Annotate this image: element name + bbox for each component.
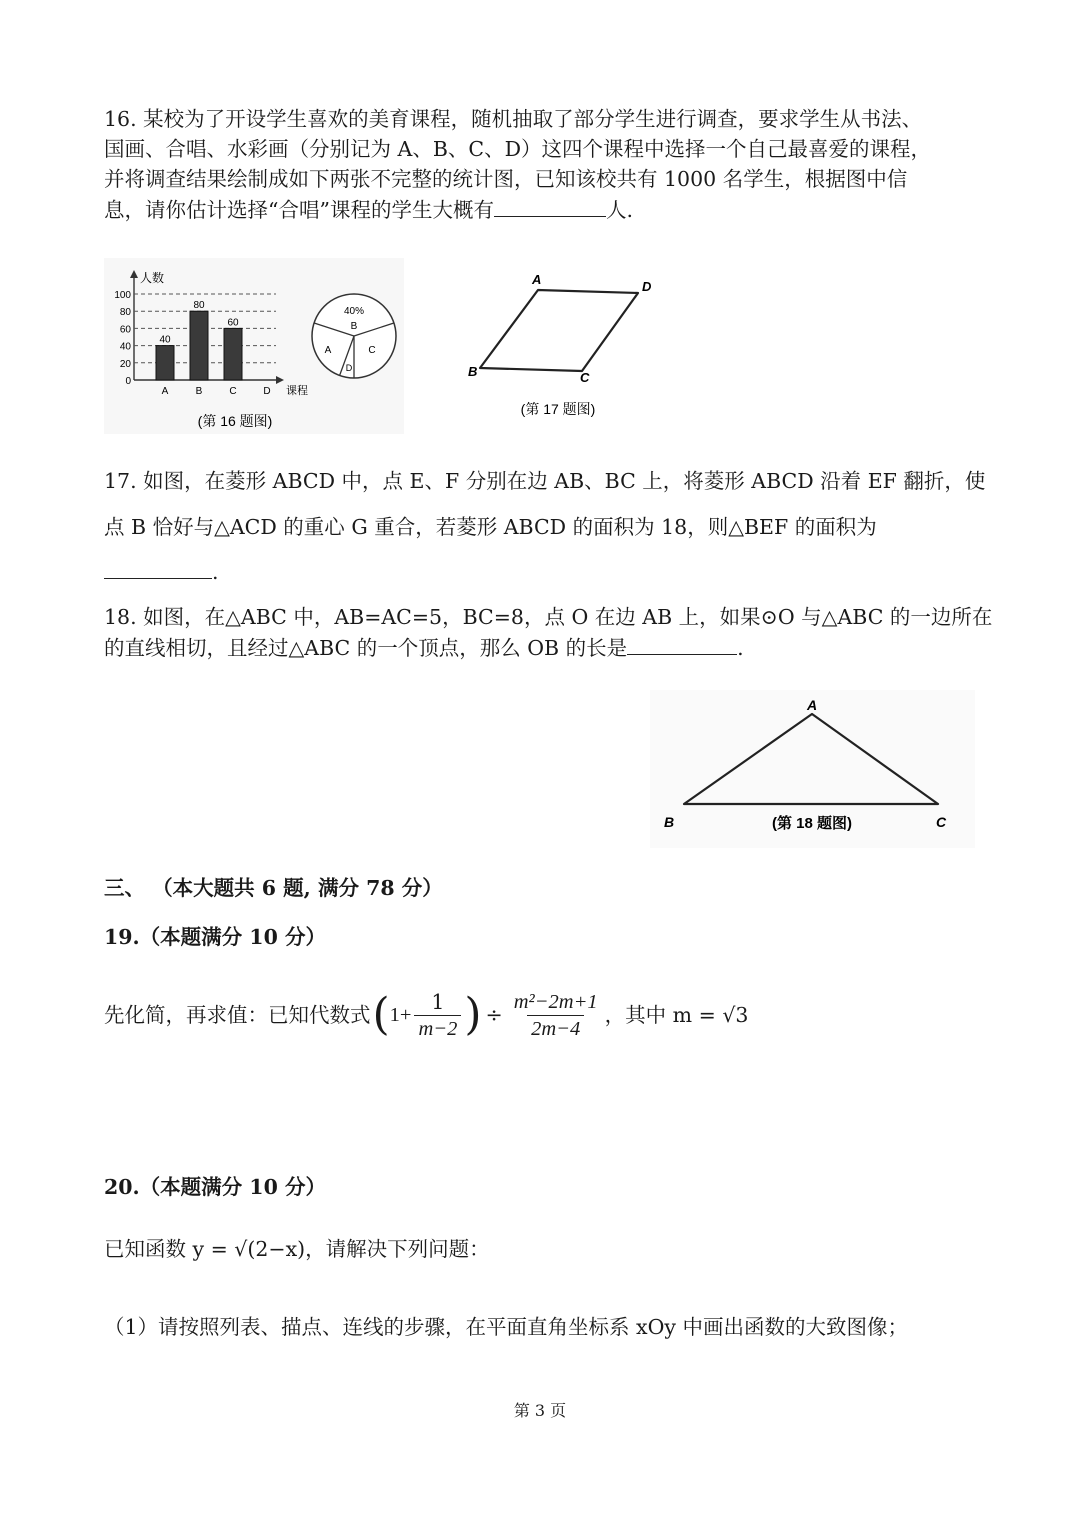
bar [190,311,208,380]
bar-value-label: 80 [193,300,205,312]
fig17-label-c: C [580,370,590,385]
q19-fraction-1 [414,989,461,1042]
fig17-label-b: B [468,364,478,379]
bar-y-tick-label: 80 [119,307,131,319]
q19-left-paren: ( [372,989,390,1040]
q19-div-sign: ÷ [485,1003,503,1027]
q19-prefix: 先化简，再求值：已知代数式 [104,1003,371,1027]
q16-line-4 [104,194,633,225]
fig17-label-a: A [532,272,542,287]
figure-16-svg [104,258,404,434]
q16-line-1: 16. 某校为了开设学生喜欢的美育课程，随机抽取了部分学生进行调查，要求学生从书法、 [104,107,923,131]
bar-marks [156,300,242,380]
q17-line-3-end: . [212,560,219,584]
bar [156,346,174,380]
fig18-label-a: A [807,697,818,713]
q16-line-4-text: 息，请你估计选择“合唱”课程的学生大概有 [104,198,494,222]
bar-y-tick-label: 60 [119,324,131,336]
q18-line-2-end: . [737,636,744,660]
q19-right-paren: ) [464,989,482,1040]
bar-y-axis-arrow [130,270,138,278]
q19-frac1-num: 1 [431,989,445,1014]
section-3-heading: 三、 （本大题共 6 题, 满分 78 分） [104,876,443,900]
bar-x-tick-label: C [229,386,237,397]
pie-chart [312,294,396,378]
figure-16 [104,258,404,434]
fig18-label-c: C [936,814,947,830]
q17-line-3 [104,556,219,587]
q19-fraction-2 [510,989,602,1042]
q18-line-2-text: 的直线相切，且经过△ABC 的一个顶点，那么 OB 的长是 [104,636,628,660]
figure-16-caption: (第 16 题图) [197,413,273,429]
figure-17-caption: (第 17 题图) [520,401,596,417]
triangle-abc [684,714,938,804]
bar-y-tick-label: 100 [114,290,131,301]
q19-suffix: ，其中 m = √3 [604,1003,749,1027]
fig18-label-b: B [664,814,675,830]
q20-heading: 20.（本题满分 10 分） [104,1175,326,1199]
q18-answer-blank[interactable] [627,632,737,655]
q18-line-1: 18. 如图，在△ABC 中，AB=AC=5，BC=8，点 O 在边 AB 上，如果⊙O 与△ABC 的一边所在 [104,605,993,629]
q19-frac1-den: m−2 [414,1015,461,1042]
bar-x-axis-arrow [276,376,284,384]
bar-value-label: 60 [227,317,239,329]
q19-frac2-num: m²−2m+1 [513,990,598,1013]
bar-y-tick-label: 40 [119,341,131,353]
bar [224,328,242,380]
q17-line-1: 17. 如图，在菱形 ABCD 中，点 E、F 分别在边 AB、BC 上，将菱形 ABCD 沿着 EF 翻折，使 [104,469,986,493]
q19-expression-line [104,984,748,1046]
fig17-label-d: D [642,279,652,294]
bar-x-tick-label: D [263,386,271,397]
bar-x-tick-label: A [161,386,169,397]
q19-frac2-den: 2m−4 [527,1015,584,1042]
figure-18 [650,690,975,848]
q16-line-2: 国画、合唱、水彩画（分别记为 A、B、C、D）这四个课程中选择一个自己最喜爱的课程， [104,137,932,161]
q19-one-plus: 1+ [389,1004,412,1026]
pie-b-label: B [350,321,358,332]
q16-answer-blank[interactable] [494,194,606,217]
page-number: 第 3 页 [513,1401,567,1420]
q19-heading: 19.（本题满分 10 分） [104,925,326,949]
q20-line-1: 已知函数 y = √(2−x)，请解决下列问题： [104,1237,490,1261]
q17-line-2: 点 B 恰好与△ACD 的重心 G 重合，若菱形 ABCD 的面积为 18，则△BEF 的面积为 [104,515,877,539]
rhombus-abcd [480,290,638,371]
q18-line-2 [104,632,744,663]
figure-18-caption: (第 18 题图) [771,815,853,832]
figure-18-svg [650,690,975,848]
figure-17-svg [460,262,700,428]
q17-answer-blank[interactable] [104,556,212,579]
bar-value-label: 40 [159,334,171,346]
figure-17 [460,262,700,428]
bar-y-axis-label: 人数 [140,271,165,285]
bar-y-tick-label: 20 [119,358,131,370]
q16-line-4-end: 人. [605,198,633,222]
bar-x-axis-label: 课程 [286,385,308,397]
pie-b-percent: 40% [343,306,365,317]
pie-a-label: A [324,345,332,356]
bar-y-tick-label: 0 [125,376,131,387]
pie-d-label: D [345,363,353,373]
pie-c-label: C [368,345,376,356]
q16-line-3: 并将调查结果绘制成如下两张不完整的统计图，已知该校共有 1000 名学生，根据图中信 [104,167,908,191]
q20-part-1: （1）请按照列表、描点、连线的步骤，在平面直角坐标系 xOy 中画出函数的大致图像； [104,1315,909,1339]
bar-x-tick-label: B [195,386,203,397]
